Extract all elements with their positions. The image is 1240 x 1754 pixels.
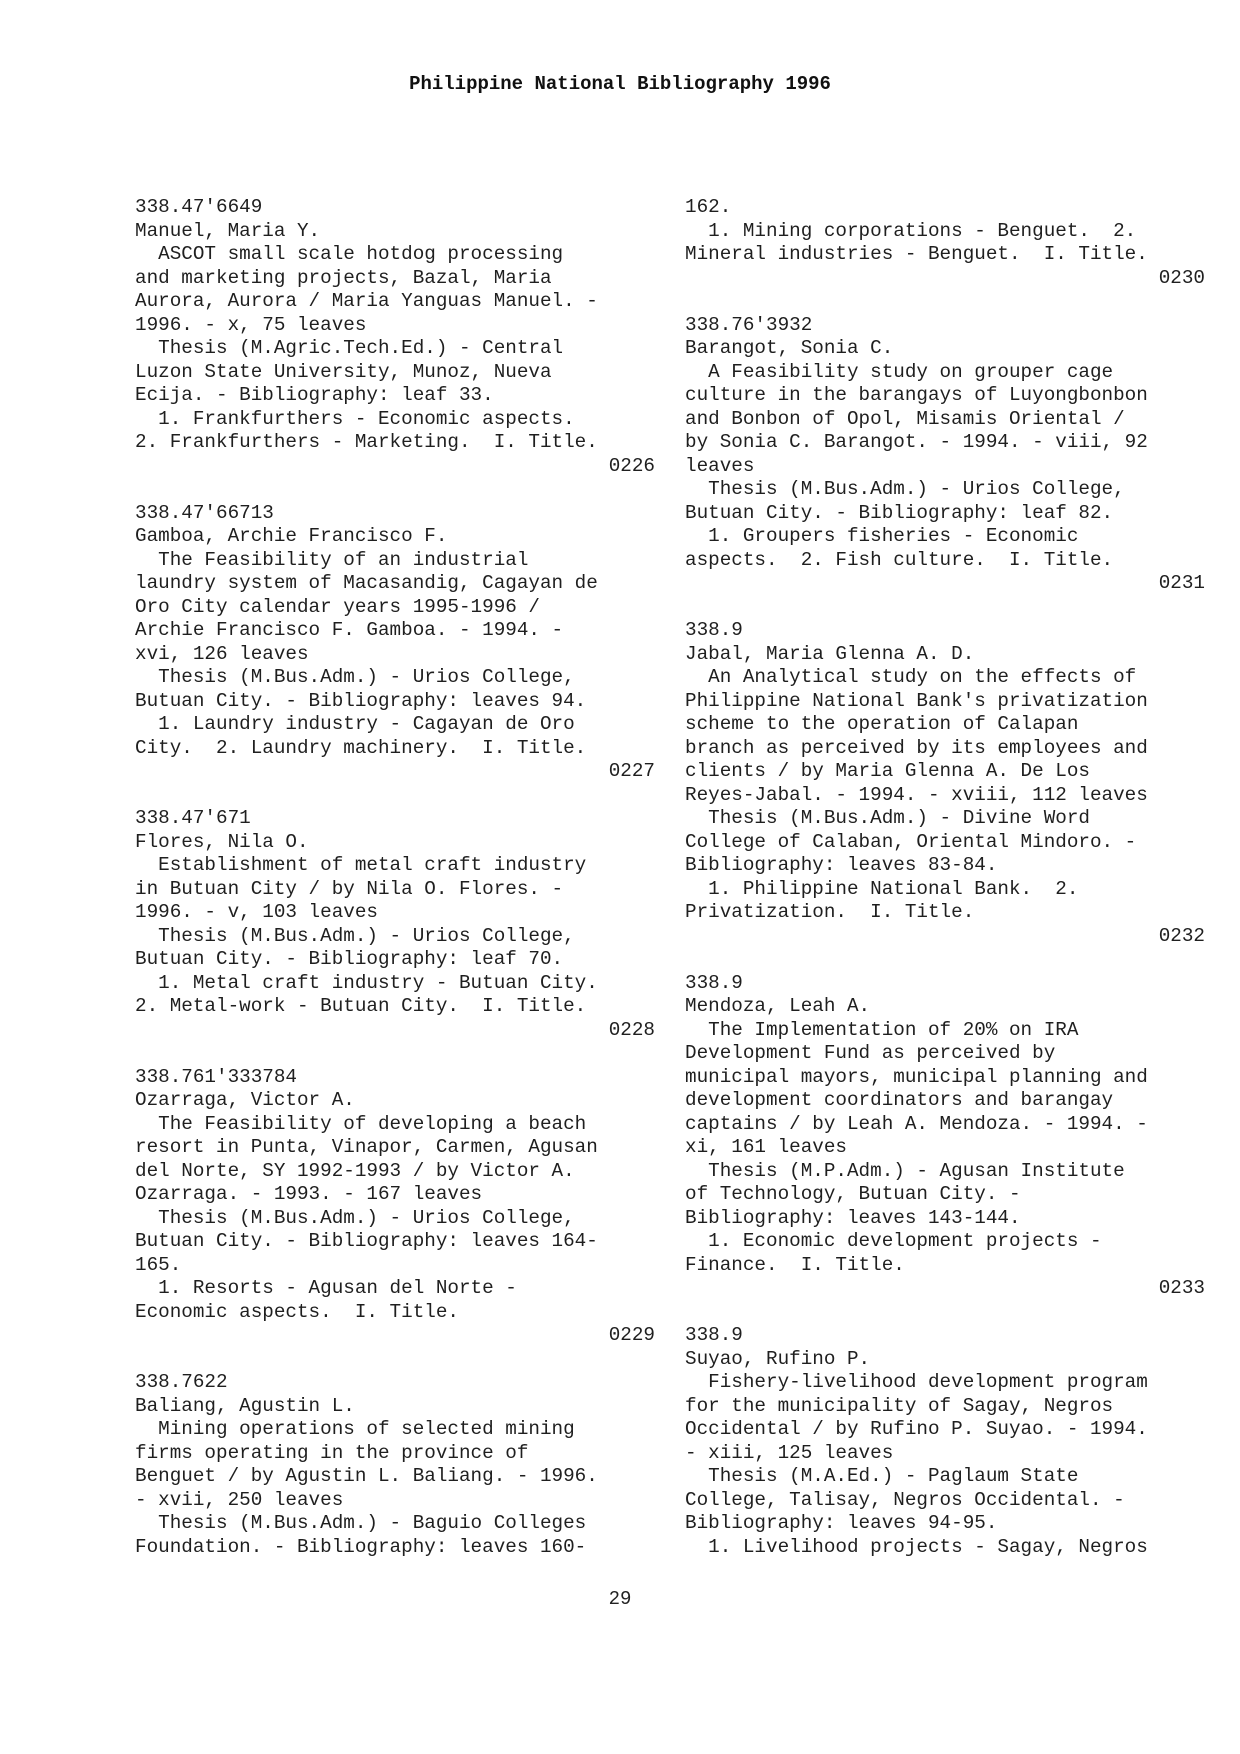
entry-line: 2. Metal-work - Butuan City. I. Title. <box>135 995 587 1017</box>
entry-line: del Norte, SY 1992-1993 / by Victor A. <box>135 1159 575 1182</box>
entry-line: 165. <box>135 1253 182 1276</box>
entry-line: 1996. - v, 103 leaves <box>135 901 378 923</box>
entry-line: - xiii, 125 leaves <box>685 1441 894 1464</box>
entry-line: Gamboa, Archie Francisco F. <box>135 525 448 547</box>
entry-line: Thesis (M.Agric.Tech.Ed.) - Central <box>135 337 564 359</box>
entry-number: 0231 <box>1158 572 1205 594</box>
entry-line: Bibliography: leaves 143-144. <box>685 1206 1021 1229</box>
entry-line: Foundation. - Bibliography: leaves 160- <box>135 1535 587 1558</box>
entry-line: Archie Francisco F. Gamboa. - 1994. - <box>135 619 564 641</box>
bibliography-entry <box>135 1066 655 1348</box>
entry-line: Butuan City. - Bibliography: leaf 82. <box>685 501 1114 524</box>
entry-spacer <box>685 596 1205 620</box>
entry-number: 0229 <box>608 1324 655 1346</box>
entry-line: Finance. I. Title. <box>685 1253 905 1276</box>
entry-line: Ecija. - Bibliography: leaf 33. <box>135 384 494 406</box>
entry-line: laundry system of Macasandig, Cagayan de <box>135 572 598 594</box>
entry-line: 1. Philippine National Bank. 2. <box>685 877 1079 900</box>
entry-line: Manuel, Maria Y. <box>135 219 321 242</box>
entry-line: Aurora, Aurora / Maria Yanguas Manuel. - <box>135 290 598 312</box>
entry-line: 1. Frankfurthers - Economic aspects. <box>135 407 575 430</box>
page-header-title: Philippine National Bibliography 1996 <box>409 73 831 95</box>
entry-line: Oro City calendar years 1995-1996 / <box>135 595 540 618</box>
entry-number: 0233 <box>1158 1277 1205 1299</box>
entry-line: by Sonia C. Barangot. - 1994. - viii, 92 <box>685 431 1148 453</box>
entry-line: for the municipality of Sagay, Negros <box>685 1394 1114 1417</box>
entry-line: 1. Economic development projects - <box>685 1230 1102 1252</box>
entry-line: Jabal, Maria Glenna A. D. <box>685 642 975 665</box>
entry-line: The Implementation of 20% on IRA <box>685 1018 1079 1041</box>
entry-line: 338.7622 <box>135 1371 228 1393</box>
entry-line: Ozarraga, Victor A. <box>135 1089 355 1111</box>
bibliography-entry <box>685 619 1205 948</box>
bibliography-entry <box>135 196 655 478</box>
entry-line: College of Calaban, Oriental Mindoro. - <box>685 830 1137 853</box>
entry-line: Thesis (M.Bus.Adm.) - Urios College, <box>685 478 1125 500</box>
entry-line: Bibliography: leaves 94-95. <box>685 1512 998 1534</box>
entry-line: Butuan City. - Bibliography: leaf 70. <box>135 948 564 970</box>
entry-line: resort in Punta, Vinapor, Carmen, Agusan <box>135 1136 598 1158</box>
entry-line: 338.761'333784 <box>135 1065 297 1088</box>
entry-line: City. 2. Laundry machinery. I. Title. <box>135 736 587 759</box>
entry-line: Butuan City. - Bibliography: leaves 164- <box>135 1230 598 1252</box>
entry-line: Butuan City. - Bibliography: leaves 94. <box>135 689 587 712</box>
entry-line: Development Fund as perceived by <box>685 1042 1056 1064</box>
entry-line: ASCOT small scale hotdog processing <box>135 243 564 265</box>
entry-line: Reyes-Jabal. - 1994. - xviii, 112 leaves <box>685 783 1148 806</box>
entry-line: 2. Frankfurthers - Marketing. I. Title. <box>135 431 598 453</box>
entry-line: Thesis (M.A.Ed.) - Paglaum State <box>685 1465 1079 1487</box>
entry-line: Fishery-livelihood development program <box>685 1371 1148 1393</box>
entry-line: Benguet / by Agustin L. Baliang. - 1996. <box>135 1465 598 1487</box>
entry-line: Mining operations of selected mining <box>135 1418 575 1440</box>
entry-spacer <box>685 948 1205 972</box>
entry-number: 0228 <box>608 1018 655 1041</box>
entry-line: aspects. 2. Fish culture. I. Title. <box>685 548 1114 571</box>
entry-line: in Butuan City / by Nila O. Flores. - <box>135 877 564 900</box>
entry-line: captains / by Leah A. Mendoza. - 1994. - <box>685 1112 1148 1135</box>
entry-line: 338.76'3932 <box>685 313 813 336</box>
bibliography-entry <box>685 314 1205 596</box>
bibliography-entry <box>685 196 1205 290</box>
entry-spacer <box>135 1348 655 1372</box>
entry-line: 338.9 <box>685 971 743 994</box>
entry-number: 0232 <box>1158 924 1205 947</box>
entry-line: firms operating in the province of <box>135 1441 529 1464</box>
entry-line: Philippine National Bank's privatization <box>685 689 1148 712</box>
entry-line: Ozarraga. - 1993. - 167 leaves <box>135 1183 483 1205</box>
entry-line: The Feasibility of developing a beach <box>135 1112 587 1135</box>
entry-line: 1996. - x, 75 leaves <box>135 313 367 336</box>
entry-line: Luzon State University, Munoz, Nueva <box>135 360 552 383</box>
entry-line: Suyao, Rufino P. <box>685 1347 871 1370</box>
bibliography-entry <box>685 1324 1205 1559</box>
entry-line: Thesis (M.P.Adm.) - Agusan Institute <box>685 1159 1125 1182</box>
entry-line: branch as perceived by its employees and <box>685 736 1148 759</box>
entry-line: 338.9 <box>685 619 743 641</box>
entry-line: 1. Livelihood projects - Sagay, Negros <box>685 1535 1148 1558</box>
entry-line: xi, 161 leaves <box>685 1136 847 1158</box>
entry-line: 162. <box>685 196 732 218</box>
entry-line: Thesis (M.Bus.Adm.) - Divine Word <box>685 807 1090 829</box>
entry-line: Mendoza, Leah A. <box>685 995 871 1017</box>
entry-line: clients / by Maria Glenna A. De Los <box>685 760 1090 782</box>
entry-line: Economic aspects. I. Title. <box>135 1300 459 1323</box>
entry-line: scheme to the operation of Calapan <box>685 713 1079 735</box>
entry-line: College, Talisay, Negros Occidental. - <box>685 1488 1125 1511</box>
page-number: 29 <box>608 1588 632 1610</box>
entry-line: Thesis (M.Bus.Adm.) - Urios College, <box>135 924 575 947</box>
entry-line: The Feasibility of an industrial <box>135 548 529 571</box>
entry-line: 338.47'66713 <box>135 501 274 524</box>
bibliography-entry <box>135 1371 655 1559</box>
entry-line: municipal mayors, municipal planning and <box>685 1065 1148 1088</box>
entry-line: 1. Groupers fisheries - Economic <box>685 525 1079 547</box>
entry-line: Mineral industries - Benguet. I. Title. <box>685 243 1148 265</box>
entry-spacer <box>685 290 1205 314</box>
entry-line: and marketing projects, Bazal, Maria <box>135 266 552 289</box>
entry-line: Occidental / by Rufino P. Suyao. - 1994. <box>685 1418 1148 1440</box>
entry-spacer <box>135 478 655 502</box>
entry-line: 1. Mining corporations - Benguet. 2. <box>685 219 1137 242</box>
entry-line: An Analytical study on the effects of <box>685 666 1137 688</box>
entry-line: 338.47'671 <box>135 807 251 829</box>
bibliography-entry <box>685 972 1205 1301</box>
entry-number: 0226 <box>608 454 655 477</box>
right-column <box>685 196 1205 1559</box>
entry-line: Baliang, Agustin L. <box>135 1394 355 1417</box>
entry-line: development coordinators and barangay <box>685 1089 1114 1111</box>
entry-spacer <box>685 1301 1205 1325</box>
entry-line: Thesis (M.Bus.Adm.) - Urios College, <box>135 666 575 688</box>
entry-spacer <box>135 784 655 808</box>
entry-line: A Feasibility study on grouper cage <box>685 360 1114 383</box>
entry-line: xvi, 126 leaves <box>135 642 309 665</box>
entry-line: 1. Resorts - Agusan del Norte - <box>135 1277 517 1299</box>
entry-line: - xvii, 250 leaves <box>135 1488 344 1511</box>
entry-line: 338.47'6649 <box>135 196 263 218</box>
entry-number: 0230 <box>1158 266 1205 289</box>
bibliography-entry <box>135 502 655 784</box>
left-column <box>135 196 655 1559</box>
entry-line: Thesis (M.Bus.Adm.) - Baguio Colleges <box>135 1512 587 1534</box>
entry-line: of Technology, Butuan City. - <box>685 1183 1021 1205</box>
entry-line: Establishment of metal craft industry <box>135 854 587 876</box>
entry-line: Thesis (M.Bus.Adm.) - Urios College, <box>135 1206 575 1229</box>
entry-line: Privatization. I. Title. <box>685 901 975 923</box>
entry-line: leaves <box>685 454 755 477</box>
entry-line: Bibliography: leaves 83-84. <box>685 854 998 876</box>
entry-line: 338.9 <box>685 1324 743 1346</box>
entry-line: 1. Laundry industry - Cagayan de Oro <box>135 713 575 735</box>
entry-line: Flores, Nila O. <box>135 830 309 853</box>
entry-line: and Bonbon of Opol, Misamis Oriental / <box>685 407 1125 430</box>
entry-line: 1. Metal craft industry - Butuan City. <box>135 971 598 994</box>
entry-spacer <box>135 1042 655 1066</box>
entry-number: 0227 <box>608 760 655 782</box>
bibliography-entry <box>135 807 655 1042</box>
entry-line: Barangot, Sonia C. <box>685 337 894 359</box>
entry-line: culture in the barangays of Luyongbonbon <box>685 384 1148 406</box>
